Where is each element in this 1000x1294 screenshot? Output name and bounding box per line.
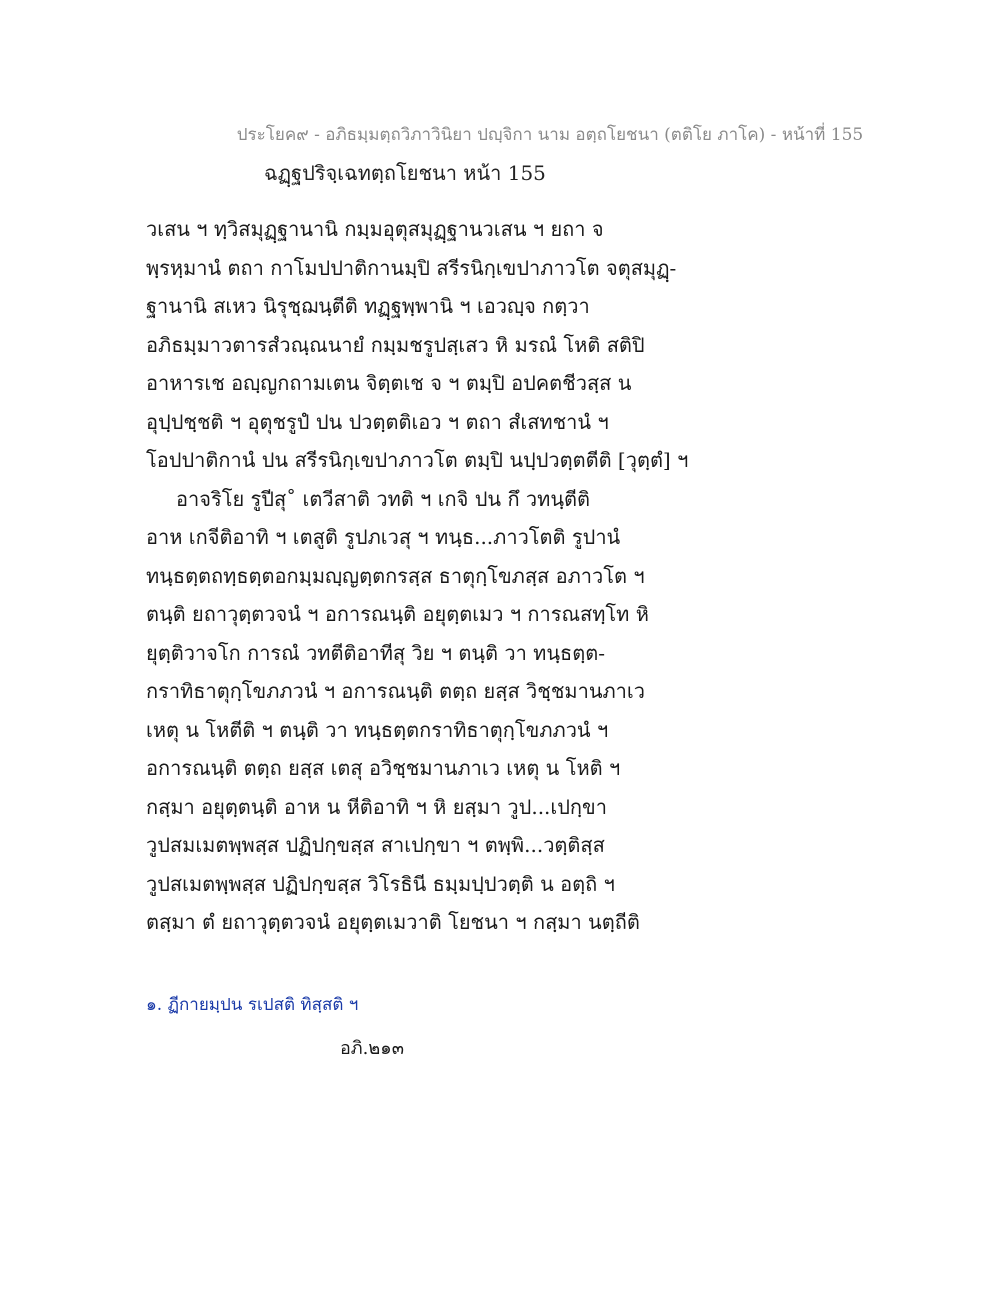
body-line: โอปปาติกานํ ปน สรีรนิกฺเขปาภาวโต ตมฺปิ นปฺปวตฺตตีติ [วุตฺตํ] ฯ [146, 448, 689, 472]
body-line: อาหารเช อญฺญกถามเตน จิตฺตเช จ ฯ ตมฺปิ อปคตชีวสฺส น [146, 371, 632, 395]
body-line: วูปสเมตพฺพสฺส ปฏิปกฺขสฺส วิโรธินี ธมฺมปฺปวตฺติ น อตฺถิ ฯ [146, 871, 615, 896]
body-line: ยุตฺติวาจโก การณํ วทตีติอาทีสุ วิย ฯ ตนฺติ วา ทนฺธตฺต- [146, 640, 605, 665]
running-header: ประโยค๙ - อภิธมฺมตฺถวิภาวินิยา ปญฺจิกา นาม อตฺถโยชนา (ตติโย ภาโค) - หน้าที่ 155 [236, 125, 864, 145]
body-line: วูปสมเมตพฺพสฺส ปฏิปกฺขสฺส สาเปกฺขา ฯ ตพฺพิ...วตฺติสฺส [146, 833, 605, 857]
body-line: เหตุ น โหตีติ ฯ ตนฺติ วา ทนฺธตฺตกราทิธาตุกฺโขภภวนํ ฯ [146, 717, 609, 742]
body-line: ตสฺมา ตํ ยถาวุตฺตวจนํ อยุตฺตเมวาติ โยชนา ฯ กสฺมา นตฺถีติ [146, 910, 640, 934]
body-line: กราทิธาตุกฺโขภภวนํ ฯ อการณนฺติ ตตฺถ ยสฺส วิชฺชมานภาเว [146, 679, 645, 703]
footnote: ๑. ฏีกายมฺปน รเปสติ ทิสฺสติ ฯ [146, 995, 359, 1015]
body-line: อุปฺปชฺชติ ฯ อุตุชรูปํ ปน ปวตฺตติเอว ฯ ตถา สํเสทชานํ ฯ [146, 409, 609, 434]
body-line: อาจริโย รูปีสุ˚ เตวีสาติ วทติ ฯ เกจิ ปน กึ วทนฺตีติ [176, 486, 590, 511]
body-line: ฐานานิ สเหว นิรุชฺฌนฺตีติ ทฏฺฐพฺพานิ ฯ เอวญฺจ กตฺวา [146, 294, 590, 318]
body-line: อภิธมฺมาวตารสํวณฺณนายํ กมฺมชรูปสฺเสว หิ มรณํ โหติ สติปิ [146, 332, 645, 357]
body-line: ทนฺธตฺตถทฺธตฺตอกมฺมญฺญตฺตกรสฺส ธาตุกฺโขภสฺส อภาวโต ฯ [146, 563, 645, 588]
body-text [146, 210, 866, 942]
body-line: ตนฺติ ยถาวุตฺตวจนํ ฯ อการณนฺติ อยุตฺตเมว ฯ การณสทฺโท หิ [146, 602, 649, 626]
page-reference: อภิ.๒๑๓ [340, 1038, 404, 1059]
section-title: ฉฏฺฐปริจฺเฉทตฺถโยชนา หน้า 155 [264, 161, 546, 185]
body-line: อการณนฺติ ตตฺถ ยสฺส เตสุ อวิชฺชมานภาเว เหตุ น โหติ ฯ [146, 756, 621, 780]
body-line: กสฺมา อยุตฺตนฺติ อาห น หีติอาทิ ฯ หิ ยสฺมา วูป...เปกฺขา [146, 794, 607, 819]
body-line: อาห เกจีติอาทิ ฯ เตสูติ รูปภเวสุ ฯ ทนฺธ...ภาวโตติ รูปานํ [146, 525, 621, 549]
body-line: วเสน ฯ ทฺวิสมุฏฺฐานานิ กมฺมอุตุสมุฏฺฐานวเสน ฯ ยถา จ [146, 217, 604, 241]
body-line: พฺรหฺมานํ ตถา กาโมปปาติกานมฺปิ สรีรนิกฺเขปาภาวโต จตุสมุฏฺ- [146, 255, 677, 280]
